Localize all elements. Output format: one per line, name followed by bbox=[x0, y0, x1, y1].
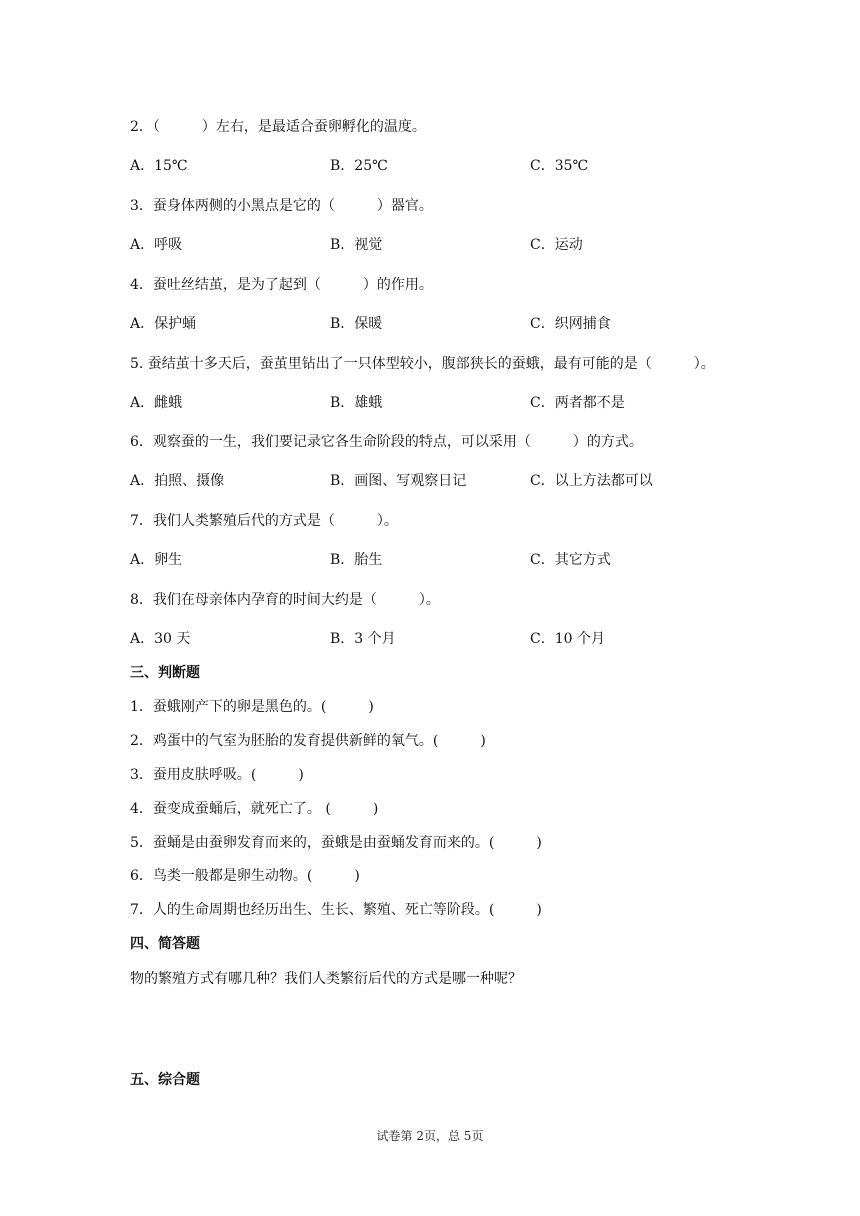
option-c: C．10 个月 bbox=[530, 631, 605, 647]
options-row bbox=[130, 629, 750, 649]
option-a: A．雌蛾 bbox=[130, 395, 183, 411]
section-title-judgment: 三、判断题 bbox=[130, 665, 200, 681]
judgment-item: 5．蚕蛹是由蚕卵发育而来的，蚕蛾是由蚕蛹发育而来的。( ) bbox=[130, 835, 542, 851]
question-stem: 5. 蚕结茧十多天后，蚕茧里钻出了一只体型较小，腹部狭长的蚕蛾，最有可能的是（ ）。 bbox=[130, 356, 715, 372]
option-a: A．保护蛹 bbox=[130, 316, 197, 332]
option-c: C．运动 bbox=[530, 237, 583, 253]
question-stem: 6．观察蚕的一生，我们要记录它各生命阶段的特点，可以采用（ ）的方式。 bbox=[130, 434, 643, 450]
options-row bbox=[130, 314, 750, 334]
question-stem: 2．（ ）左右，是最适合蚕卵孵化的温度。 bbox=[130, 119, 426, 135]
option-b: B．25℃ bbox=[330, 158, 388, 174]
option-c: C．其它方式 bbox=[530, 552, 611, 568]
options-row bbox=[130, 235, 750, 255]
option-b: B．胎生 bbox=[330, 552, 383, 568]
options-row bbox=[130, 550, 750, 570]
short-answer-question: 物的繁殖方式有哪几种？我们人类繁衍后代的方式是哪一种呢？ bbox=[130, 971, 522, 987]
option-c: C．织网捕食 bbox=[530, 316, 611, 332]
option-c: C．以上方法都可以 bbox=[530, 473, 653, 489]
judgment-item: 3．蚕用皮肤呼吸。( ) bbox=[130, 767, 304, 783]
option-a: A．卵生 bbox=[130, 552, 183, 568]
option-a: A．呼吸 bbox=[130, 237, 183, 253]
options-row bbox=[130, 471, 750, 491]
section-title-comprehensive: 五、综合题 bbox=[130, 1072, 200, 1088]
option-b: B．雄蛾 bbox=[330, 395, 383, 411]
judgment-item: 2．鸡蛋中的气室为胚胎的发育提供新鲜的氧气。( ) bbox=[130, 733, 486, 749]
option-b: B．保暖 bbox=[330, 316, 383, 332]
option-c: C．两者都不是 bbox=[530, 395, 625, 411]
section-title-short-answer: 四、简答题 bbox=[130, 936, 200, 952]
question-stem: 3．蚕身体两侧的小黑点是它的（ ）器官。 bbox=[130, 198, 433, 214]
judgment-item: 4．蚕变成蚕蛹后，就死亡了。 ( ) bbox=[130, 801, 379, 817]
judgment-item: 1．蚕蛾刚产下的卵是黑色的。( ) bbox=[130, 699, 374, 715]
option-b: B．3 个月 bbox=[330, 631, 396, 647]
question-stem: 4．蚕吐丝结茧，是为了起到（ ）的作用。 bbox=[130, 277, 433, 293]
options-row bbox=[130, 393, 750, 413]
judgment-item: 6．鸟类一般都是卵生动物。( ) bbox=[130, 868, 360, 884]
question-stem: 7．我们人类繁殖后代的方式是（ ）。 bbox=[130, 513, 398, 529]
question-stem: 8．我们在母亲体内孕育的时间大约是（ ）。 bbox=[130, 592, 440, 608]
option-c: C．35℃ bbox=[530, 158, 589, 174]
option-a: A．拍照、摄像 bbox=[130, 473, 225, 489]
option-a: A．30 天 bbox=[130, 631, 191, 647]
option-b: B．视觉 bbox=[330, 237, 383, 253]
options-row bbox=[130, 156, 750, 176]
option-b: B．画图、写观察日记 bbox=[330, 473, 467, 489]
option-a: A．15℃ bbox=[130, 158, 188, 174]
page-footer: 试卷第 2页，总 5页 bbox=[376, 1129, 484, 1143]
judgment-item: 7．人的生命周期也经历出生、生长、繁殖、死亡等阶段。( ) bbox=[130, 902, 542, 918]
